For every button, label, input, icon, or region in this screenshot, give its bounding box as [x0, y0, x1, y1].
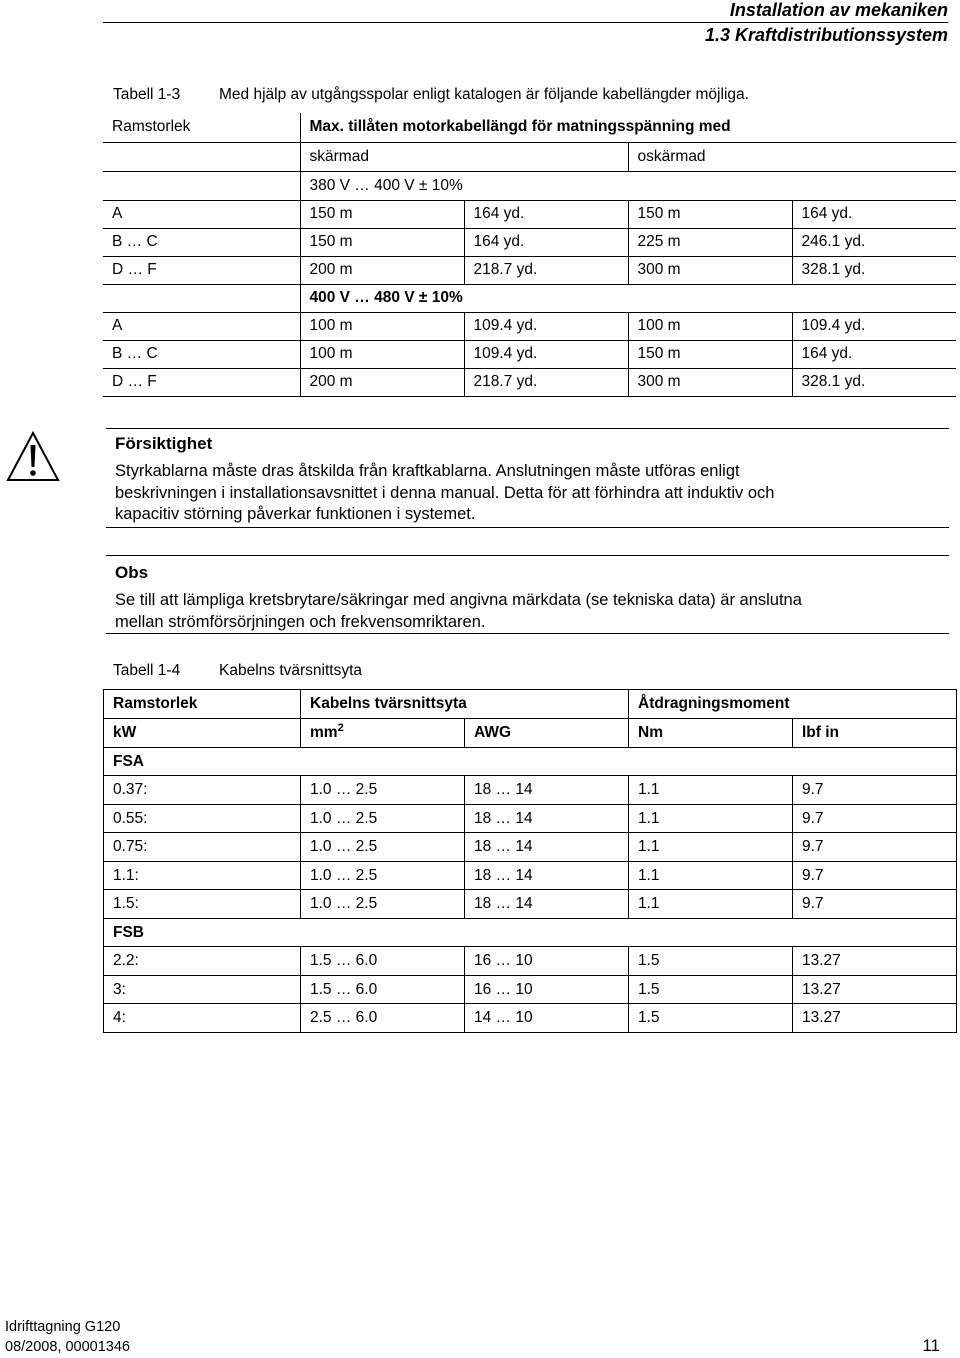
table2-cell: 9.7 [793, 805, 957, 833]
table-row [104, 1004, 957, 1033]
table2-cell: 14 … 10 [465, 1004, 629, 1033]
table1-cell: 300 m [628, 256, 792, 284]
table2-cell: 16 … 10 [465, 947, 629, 976]
table2-cell: 9.7 [793, 833, 957, 862]
table2-cell: 4: [104, 1004, 301, 1033]
table2-cell: 1.0 … 2.5 [301, 805, 465, 833]
table2-cell: 1.1 [629, 890, 793, 919]
note-top-rule [106, 555, 949, 556]
header-rule [103, 22, 948, 23]
table-row [103, 256, 956, 284]
table1-cell: A [103, 312, 300, 340]
table2-header-torque: Åtdragningsmoment [629, 690, 957, 719]
table2-group-fsb: FSB [104, 919, 957, 947]
table2-cell: 1.1 [629, 862, 793, 890]
table2-group-fsa: FSA [104, 748, 957, 776]
table1-label: Tabell 1-3 [113, 86, 181, 103]
footer-page-number: 11 [922, 1336, 940, 1355]
table2-cell: 13.27 [793, 976, 957, 1004]
table1-cell: 246.1 yd. [792, 228, 956, 256]
table2-cell: 9.7 [793, 776, 957, 805]
table1-cell: 100 m [628, 312, 792, 340]
caution-line: Styrkablarna måste dras åtskilda från kraftkablarna. Anslutningen måste utföras enligt [115, 462, 740, 480]
table-row [104, 776, 957, 805]
table1-header-frame-size: Ramstorlek [103, 113, 300, 142]
note-line: Se till att lämpliga kretsbrytare/säkringar med angivna märkdata (se tekniska data) är anslutna [115, 591, 802, 609]
table1-cell: 100 m [300, 340, 464, 368]
header-section-title: 1.3 Kraftdistributionssystem [704, 25, 948, 45]
table1-section-380-400v: 380 V … 400 V ± 10% [300, 171, 956, 200]
table2-cell: 18 … 14 [465, 833, 629, 862]
table1-cell: 218.7 yd. [464, 368, 628, 396]
note-title: Obs [115, 563, 149, 582]
table1-cell: 200 m [300, 368, 464, 396]
table2-unit-nm: Nm [629, 719, 793, 748]
table2-cell: 1.1 [629, 776, 793, 805]
table1-caption: Med hjälp av utgångsspolar enligt katalogen är följande kabellängder möjliga. [219, 86, 749, 103]
note-line: mellan strömförsörjningen och frekvensomriktaren. [115, 612, 486, 631]
table1-cell: 150 m [628, 340, 792, 368]
table2-cell: 1.5 … 6.0 [301, 976, 465, 1004]
table2-cell: 18 … 14 [465, 890, 629, 919]
table1-cell: 164 yd. [792, 200, 956, 228]
table2-cell: 1.1 [629, 805, 793, 833]
table1-empty-cell [103, 171, 300, 200]
table-row [103, 200, 956, 228]
table2-cell: 3: [104, 976, 301, 1004]
table2-cell: 9.7 [793, 890, 957, 919]
table-row [104, 976, 957, 1004]
table1-cell: 164 yd. [792, 340, 956, 368]
table2-cell: 1.5: [104, 890, 301, 919]
table2-unit-kw: kW [104, 719, 301, 748]
table1-cell: 100 m [300, 312, 464, 340]
table2-cell: 1.0 … 2.5 [301, 776, 465, 805]
table1-cell: 150 m [628, 200, 792, 228]
caution-top-rule [106, 428, 949, 429]
caution-title: Försiktighet [115, 434, 213, 453]
table1-cell: D … F [103, 368, 300, 396]
table2-header-frame-size: Ramstorlek [104, 690, 301, 719]
table2-cell: 2.5 … 6.0 [301, 1004, 465, 1033]
table2-cell: 1.1: [104, 862, 301, 890]
table2-cell: 1.1 [629, 833, 793, 862]
table-row [104, 890, 957, 919]
table-row [103, 312, 956, 340]
table2-cell: 0.55: [104, 805, 301, 833]
table1-cell: 225 m [628, 228, 792, 256]
unit-mm: mm [310, 724, 338, 741]
table2-cell: 1.5 … 6.0 [301, 947, 465, 976]
table1-cell: 300 m [628, 368, 792, 396]
table-row [104, 805, 957, 833]
caution-text [115, 461, 950, 526]
warning-triangle-icon [5, 430, 61, 484]
table2-cell: 2.2: [104, 947, 301, 976]
table2-unit-mm2 [301, 719, 465, 748]
table2-cell: 18 … 14 [465, 805, 629, 833]
table-row [103, 368, 956, 396]
table2-cell: 18 … 14 [465, 776, 629, 805]
table1-cell: 150 m [300, 200, 464, 228]
table1-header-unshielded: oskärmad [628, 142, 956, 171]
table2-unit-lbf-in: lbf in [793, 719, 957, 748]
table2-cell: 18 … 14 [465, 862, 629, 890]
table1-cell: 150 m [300, 228, 464, 256]
caution-bottom-rule [106, 527, 949, 528]
table2-cell: 9.7 [793, 862, 957, 890]
table-row [104, 862, 957, 890]
table-row [104, 833, 957, 862]
caution-line: kapacitiv störning påverkar funktionen i systemet. [115, 505, 476, 523]
table1-cell: 109.4 yd. [464, 340, 628, 368]
table1-header-max-length: Max. tillåten motorkabellängd för matningsspänning med [300, 113, 956, 142]
cable-length-table [103, 113, 956, 397]
table1-cell: A [103, 200, 300, 228]
table-row [103, 340, 956, 368]
caution-line: beskrivningen i installationsavsnittet i denna manual. Detta för att förhindra att induktiv och [115, 483, 775, 502]
table1-cell: B … C [103, 340, 300, 368]
table-row [103, 228, 956, 256]
table1-cell: 218.7 yd. [464, 256, 628, 284]
table2-cell: 1.0 … 2.5 [301, 890, 465, 919]
table2-cell: 16 … 10 [465, 976, 629, 1004]
table1-cell: 200 m [300, 256, 464, 284]
table2-cell: 1.5 [629, 947, 793, 976]
note-bottom-rule [106, 633, 949, 634]
table1-empty-cell [103, 142, 300, 171]
table1-cell: D … F [103, 256, 300, 284]
table2-cell: 1.5 [629, 976, 793, 1004]
table2-cell: 1.0 … 2.5 [301, 862, 465, 890]
header-chapter-title: Installation av mekaniken [729, 0, 948, 20]
table1-cell: 164 yd. [464, 228, 628, 256]
footer-doc-id: 08/2008, 00001346 [5, 1339, 130, 1355]
table1-cell: 109.4 yd. [464, 312, 628, 340]
table1-empty-cell [103, 284, 300, 312]
table-row [104, 947, 957, 976]
table1-cell: 109.4 yd. [792, 312, 956, 340]
table2-cell: 1.0 … 2.5 [301, 833, 465, 862]
table1-header-shielded: skärmad [300, 142, 628, 171]
table2-cell: 0.37: [104, 776, 301, 805]
table1-cell: 164 yd. [464, 200, 628, 228]
table1-cell: 328.1 yd. [792, 368, 956, 396]
unit-superscript: 2 [337, 722, 344, 734]
table2-cell: 0.75: [104, 833, 301, 862]
table2-unit-awg: AWG [465, 719, 629, 748]
table2-cell: 1.5 [629, 1004, 793, 1033]
table2-cell: 13.27 [793, 947, 957, 976]
table2-cell: 13.27 [793, 1004, 957, 1033]
table2-label: Tabell 1-4 [113, 662, 181, 679]
table1-cell: 328.1 yd. [792, 256, 956, 284]
note-text [115, 590, 950, 633]
table1-cell: B … C [103, 228, 300, 256]
cable-cross-section-table [103, 689, 957, 1033]
table2-caption: Kabelns tvärsnittsyta [219, 662, 363, 679]
table1-section-400-480v: 400 V … 480 V ± 10% [300, 284, 956, 312]
footer-doc-name: Idrifttagning G120 [5, 1319, 121, 1335]
table2-header-cross-section: Kabelns tvärsnittsyta [301, 690, 629, 719]
